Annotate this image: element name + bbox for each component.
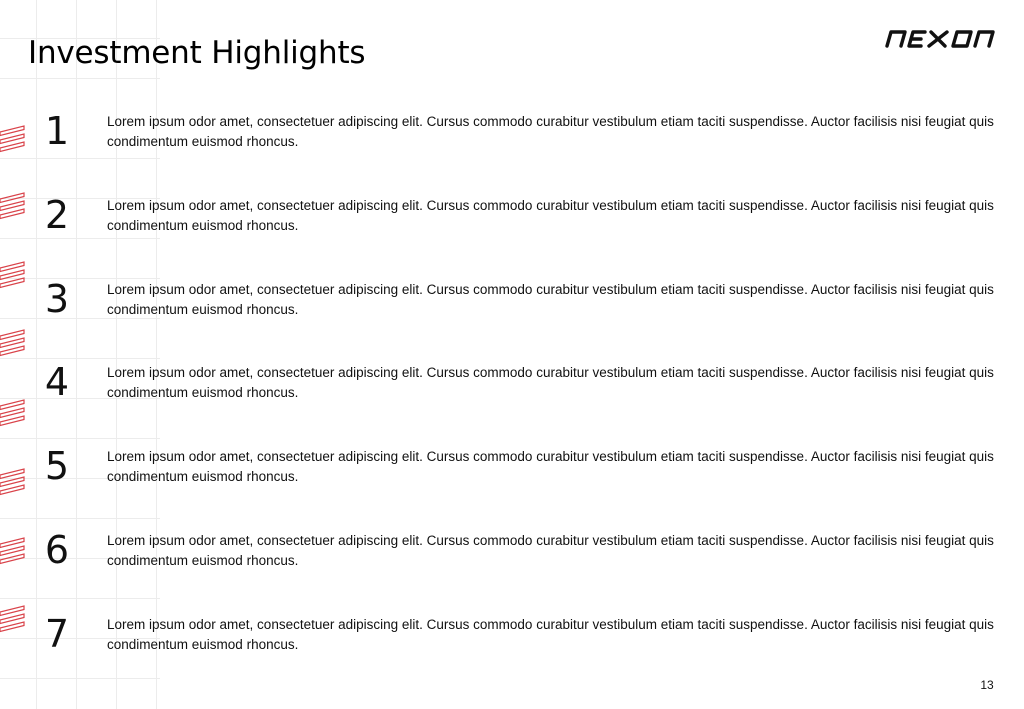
highlight-item-5 <box>0 444 1024 507</box>
item-number: 4 <box>44 360 70 404</box>
highlight-item-1 <box>0 109 1024 172</box>
page-number: 13 <box>980 678 994 692</box>
highlight-item-2 <box>0 193 1024 256</box>
item-text: Lorem ipsum odor amet, consectetuer adipiscing elit. Cursus commodo curabitur vestibulum etiam taciti suspendisse. Auctor facilisis nisi feugiat quis condimentum euismod rhoncus. <box>107 533 994 568</box>
item-number: 1 <box>44 109 70 153</box>
item-number: 2 <box>44 193 70 237</box>
item-text: Lorem ipsum odor amet, consectetuer adipiscing elit. Cursus commodo curabitur vestibulum etiam taciti suspendisse. Auctor facilisis nisi feugiat quis condimentum euismod rhoncus. <box>107 617 994 652</box>
highlight-item-3 <box>0 277 1024 340</box>
item-text: Lorem ipsum odor amet, consectetuer adipiscing elit. Cursus commodo curabitur vestibulum etiam taciti suspendisse. Auctor facilisis nisi feugiat quis condimentum euismod rhoncus. <box>107 198 994 233</box>
slide-title: Investment Highlights <box>28 35 366 71</box>
item-number: 5 <box>44 444 70 488</box>
item-text: Lorem ipsum odor amet, consectetuer adipiscing elit. Cursus commodo curabitur vestibulum etiam taciti suspendisse. Auctor facilisis nisi feugiat quis condimentum euismod rhoncus. <box>107 365 994 400</box>
item-number: 6 <box>44 528 70 572</box>
item-text: Lorem ipsum odor amet, consectetuer adipiscing elit. Cursus commodo curabitur vestibulum etiam taciti suspendisse. Auctor facilisis nisi feugiat quis condimentum euismod rhoncus. <box>107 282 994 317</box>
item-text: Lorem ipsum odor amet, consectetuer adipiscing elit. Cursus commodo curabitur vestibulum etiam taciti suspendisse. Auctor facilisis nisi feugiat quis condimentum euismod rhoncus. <box>107 114 994 149</box>
item-text: Lorem ipsum odor amet, consectetuer adipiscing elit. Cursus commodo curabitur vestibulum etiam taciti suspendisse. Auctor facilisis nisi feugiat quis condimentum euismod rhoncus. <box>107 449 994 484</box>
highlight-item-4 <box>0 360 1024 423</box>
highlight-item-7 <box>0 612 1024 675</box>
highlight-item-6 <box>0 528 1024 591</box>
item-number: 3 <box>44 277 70 321</box>
item-number: 7 <box>44 612 70 656</box>
